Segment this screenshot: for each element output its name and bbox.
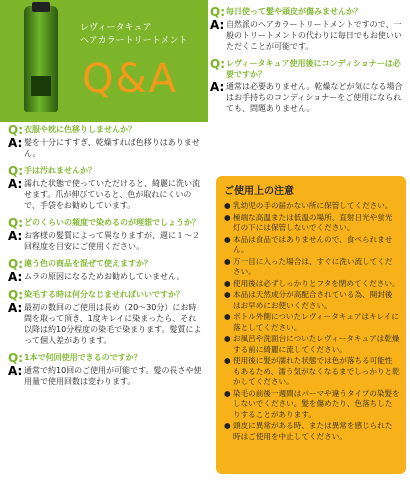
question-label: Q: [8,257,23,271]
answer-label: A: [8,270,23,284]
answer-text: ムラの原因になるためお勧めしていません。 [24,272,185,281]
note-item [224,389,400,421]
answer-label: A: [8,136,23,150]
question-text: 1本で何回使用できるのですか？ [24,353,142,362]
notes-title: ご使用上の注意 [224,186,294,197]
note-item [224,312,400,333]
bullet: ● [224,356,231,365]
note-item [224,213,400,234]
answer-label: A: [210,18,225,32]
answer-label: A: [8,229,23,243]
bullet: ● [224,421,231,430]
question-label: Q: [8,164,23,178]
faq-item [210,6,406,52]
bottle-label [31,76,51,96]
bullet: ● [224,256,231,266]
question-text: 染毛する時は何分なじませればいいですか？ [24,290,184,299]
answer-label: A: [210,80,225,94]
product-name-line2: ヘアカラートリートメント [80,36,188,46]
note-item [224,421,400,442]
product-name-line1: レヴィータキュア [80,23,152,33]
note-item [224,257,400,278]
note-item [224,334,400,355]
question-text: レヴィータキュア使用後にコンディショナーは必要ですか？ [226,59,401,79]
faq-right-column [210,6,406,120]
bullet: ● [224,201,231,210]
question-label: Q: [8,216,23,230]
note-item [224,290,400,311]
notes-list [216,201,406,442]
note-text: お風呂や洗面台についたレヴィータキュアは乾燥する前に綺麗に流してください。 [233,334,400,354]
faq-left-column [8,124,204,393]
question-text: 毎日使って髪や頭皮が傷みませんか？ [226,7,362,16]
faq-item [8,289,204,346]
bullet: ● [224,334,231,343]
question-label: Q: [8,288,23,302]
answer-label: A: [8,301,23,315]
answer-text: 通常は必要ありません。乾燥などが気になる場合はお手持ちのコンディショナーをご使用になられても、問題ありません。 [226,82,403,113]
faq-item [8,124,204,159]
faq-item [8,352,204,387]
faq-item [8,165,204,211]
answer-text: 最初の数回のご使用は長め（20～30分）にお時間を取って頂き、1度キレイに染まったら、それ以降は約10分程度の染毛で染まります。髪質によって個人差があります。 [24,303,202,345]
bottle-cap [32,2,50,12]
note-item [224,201,400,212]
answer-text: 自然派のヘアカラートリートメントですので、一般のトリートメントの代わりに毎日でもお使いいただくことが可能です。 [226,20,402,51]
answer-text: 濡れた状態で使っていただけると、綺麗に洗い流せます。爪が伸びていると、色が取れにくいので、手袋をお勧めしています。 [24,179,200,210]
bullet: ● [224,278,231,288]
question-label: Q: [210,5,225,19]
question-text: 違う色の商品を混ぜて使えますか？ [24,259,152,268]
question-label: Q: [210,57,225,71]
note-text: ボトル外側についたレヴィータキュアはキレイに落としてください。 [233,312,399,332]
note-text: 本品は食品ではありませんので、食べられません。 [233,234,393,254]
bullet: ● [224,290,231,299]
bullet: ● [224,212,231,222]
answer-text: お客様の髪質によって異なりますが、週に１～２回程度を目安にご使用ください。 [24,231,200,251]
note-text: 使用後は必ずしっかりとフタを閉めてください。 [233,278,400,288]
question-text: 衣服や枕に色移りしませんか？ [24,125,136,134]
qa-logo: Q&A [82,56,179,102]
bullet: ● [224,312,231,321]
faq-item [8,258,204,283]
note-text: 本品は天然成分が高配合されている為、開封後はお早めにお使いください。 [233,290,393,310]
product-name [80,22,188,48]
bullet: ● [224,388,231,398]
answer-text: 髪を十分にすすぎ、乾燥すれば色移りはありません。 [24,138,200,158]
note-text: 極端な高温または低温の場所、直射日光や蛍光灯の下には保管しないでください。 [233,212,393,232]
question-label: Q: [8,123,23,137]
note-text: 染毛の前後一週間はパーマや違うタイプの染髪をしないでください。髪を傷めたり、色落ちしたりすることがあります。 [233,388,400,419]
note-item [224,279,400,290]
note-item [224,356,400,388]
product-bottle-image [24,6,58,112]
usage-notes-panel [216,176,406,474]
note-text: 使用後に髪が濡れた状態では色が落ちる可能性もあるため、濡う気がなくなるまでしっかりと乾かしてください。 [233,356,400,386]
answer-label: A: [8,364,23,378]
faq-item [8,217,204,252]
note-text: 乳幼児の手の届かない所に保管してください。 [233,201,393,210]
question-text: どのくらいの頻度で染めるのが理想でしょうか？ [24,218,200,227]
question-label: Q: [8,351,23,365]
note-text: 万一目に入った場合は、すぐに洗い流してください。 [233,256,393,276]
question-text: 手は汚れませんか？ [24,166,96,175]
answer-label: A: [8,177,23,191]
bullet: ● [224,234,231,244]
note-item [224,235,400,256]
note-text: 頭皮に異常がある時、または異常を感じられた時はご使用を中止してください。 [233,421,393,441]
faq-item [210,58,406,114]
answer-text: 通常で約10回のご使用が可能です。髪の長さや使用量で使用回数は変わります。 [24,366,202,386]
